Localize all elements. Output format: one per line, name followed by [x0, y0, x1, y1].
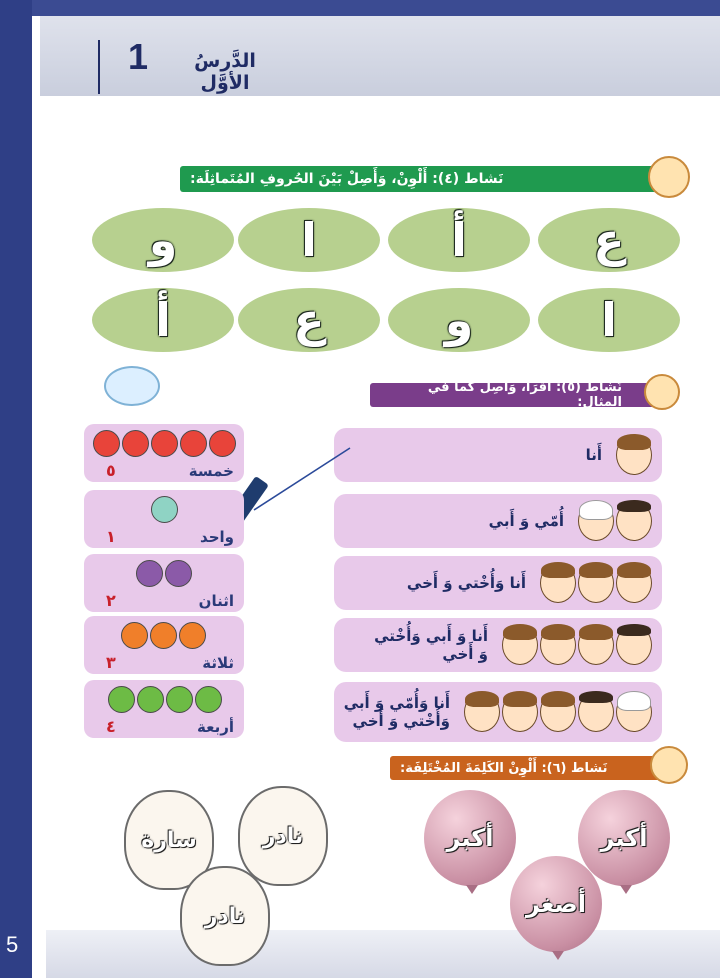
number-word: اثنان: [198, 592, 234, 610]
number-word: ثلاثة: [202, 654, 234, 672]
girl-face-icon: [502, 692, 538, 732]
dot-group: [108, 686, 222, 713]
number-card[interactable]: [84, 554, 244, 612]
family-row[interactable]: [334, 618, 662, 672]
page-number: 5: [6, 932, 19, 957]
bus-badge-icon: [104, 366, 160, 406]
dot-group: [121, 622, 206, 649]
boy-face-icon: [616, 563, 652, 603]
activity5-title: نَشاط (٥): أَقْرَأْ، وَأَصِلْ كَما في المِثال:: [427, 380, 622, 410]
top-border-bar: [32, 0, 720, 16]
girl-face-icon: [540, 625, 576, 665]
family-text: [374, 627, 488, 663]
activity5-banner: [370, 380, 672, 410]
lesson-title: الدَّرسُ الأوَّل: [194, 50, 256, 94]
family-text: [344, 694, 450, 730]
boy-face-icon: [540, 692, 576, 732]
left-border-bar: [0, 0, 32, 978]
activity4-banner: [180, 166, 680, 192]
number-digit: ٣: [106, 653, 116, 672]
girl-face-icon: [578, 563, 614, 603]
father-face-icon: [578, 692, 614, 732]
letter-oval[interactable]: و: [92, 208, 234, 272]
number-word: واحد: [200, 528, 234, 546]
number-word: أربعة: [197, 718, 234, 736]
boy-face-icon: [540, 563, 576, 603]
counting-dot: [122, 430, 149, 457]
counting-dot: [108, 686, 135, 713]
counting-dot: [179, 622, 206, 649]
counting-dot: [165, 560, 192, 587]
mother-face-icon: [578, 501, 614, 541]
child-desk-icon: [650, 746, 688, 784]
letter-oval[interactable]: أ: [92, 288, 234, 352]
family-text-line2: وَ أَخي: [442, 645, 488, 663]
family-row[interactable]: [334, 682, 662, 742]
counting-dot: [209, 430, 236, 457]
counting-dot: [151, 430, 178, 457]
letter-oval[interactable]: ا: [538, 288, 680, 352]
number-card[interactable]: [84, 616, 244, 674]
family-row[interactable]: [334, 494, 662, 548]
number-card[interactable]: [84, 424, 244, 482]
letter-oval[interactable]: أ: [388, 208, 530, 272]
number-card[interactable]: [84, 680, 244, 738]
header-divider: [98, 40, 100, 94]
head-name: نادر: [204, 903, 246, 929]
activity4-title: نَشاط (٤): أَلْوِنْ، وَأَصِلْ بَيْنَ الحُروفِ المُتَماثِلَة:: [190, 171, 504, 187]
counting-dot: [151, 496, 178, 523]
counting-dot: [180, 430, 207, 457]
counting-dot: [166, 686, 193, 713]
number-digit: ١: [106, 527, 116, 546]
child-reading-icon: [648, 156, 690, 198]
lesson-number: 1: [127, 36, 149, 77]
letter-oval[interactable]: ا: [238, 208, 380, 272]
dot-group: [136, 560, 192, 587]
boy-face-icon: [616, 435, 652, 475]
head-name: نادر: [262, 823, 304, 849]
counting-dot: [121, 622, 148, 649]
family-text: أَنا: [585, 446, 602, 464]
dot-group: [93, 430, 236, 457]
father-face-icon: [616, 501, 652, 541]
family-text-line1: أَنا وَ أَبي وَأُخْتي: [374, 627, 488, 645]
boy-sketch-head[interactable]: [238, 786, 328, 886]
family-text-line1: أَنا وَأُمّي وَ أَبي: [343, 694, 450, 712]
family-row[interactable]: [334, 556, 662, 610]
footer-strip: [46, 930, 720, 978]
number-word: خمسة: [188, 462, 234, 480]
word-balloon[interactable]: أكبر: [578, 790, 670, 886]
number-digit: ٢: [106, 591, 116, 610]
boy-face-icon: [464, 692, 500, 732]
head-name: سارة: [141, 827, 197, 853]
counting-dot: [136, 560, 163, 587]
mother-face-icon: [616, 692, 652, 732]
family-text: أُمّي وَ أَبي: [488, 512, 564, 530]
family-text-line2: وَأُخْتي وَ أَخي: [352, 712, 450, 730]
letter-oval[interactable]: و: [388, 288, 530, 352]
counting-dot: [93, 430, 120, 457]
number-digit: ٤: [106, 717, 116, 736]
counting-dot: [137, 686, 164, 713]
boy-sketch-head[interactable]: [180, 866, 270, 966]
word-balloon[interactable]: أصغر: [510, 856, 602, 952]
activity6-banner: [390, 756, 672, 780]
boy-face-icon: [578, 625, 614, 665]
counting-dot: [195, 686, 222, 713]
family-text: أَنا وَأُخْتي وَ أَخي: [406, 574, 526, 592]
number-card[interactable]: [84, 490, 244, 548]
example-connector-line: [250, 440, 360, 520]
letter-oval[interactable]: ع: [238, 288, 380, 352]
letter-oval[interactable]: ع: [538, 208, 680, 272]
number-digit: ٥: [106, 461, 116, 480]
counting-dot: [150, 622, 177, 649]
word-balloon[interactable]: أكبر: [424, 790, 516, 886]
activity6-title: نَشاط (٦): أَلْوِنْ الكَلِمَةَ المُخْتَلِفَة:: [400, 760, 608, 776]
family-row[interactable]: [334, 428, 662, 482]
boy-face-icon: [502, 625, 538, 665]
dot-group: [151, 496, 178, 523]
father-face-icon: [616, 625, 652, 665]
child-icon: [644, 374, 680, 410]
